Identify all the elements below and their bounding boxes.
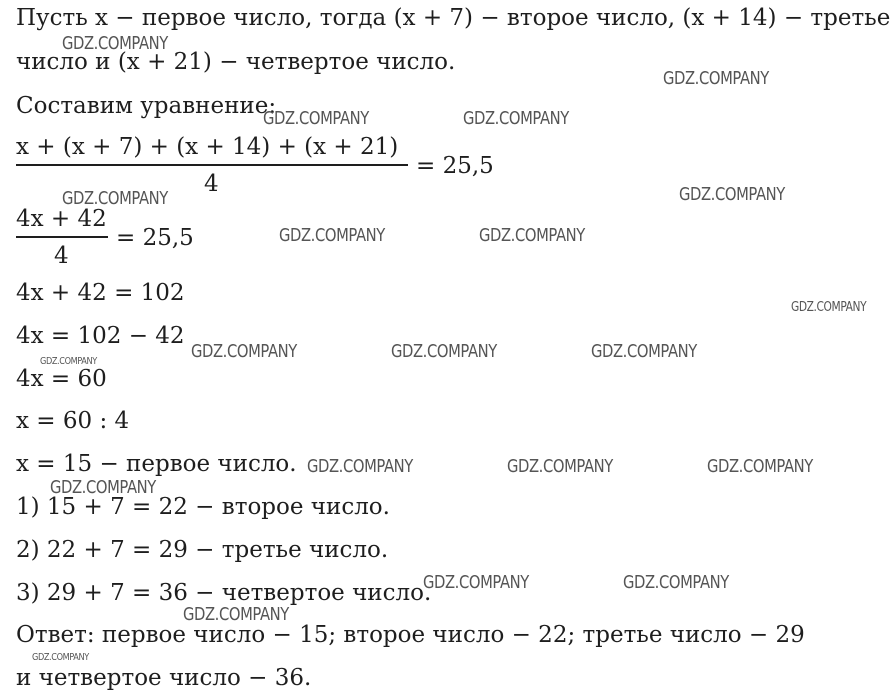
fraction-1-denominator: 4: [204, 171, 219, 197]
fraction-2-rhs: = 25,5: [116, 225, 194, 251]
intro-line-2: число и (x + 21) − четвертое число.: [16, 49, 456, 75]
watermark: GDZ.COMPANY: [307, 456, 413, 477]
watermark: GDZ.COMPANY: [62, 33, 168, 54]
equation-line-6: x = 60 : 4: [16, 408, 130, 434]
watermark: GDZ.COMPANY: [707, 456, 813, 477]
answer-line-1: Ответ: первое число − 15; второе число − 22; третье число − 29: [16, 622, 805, 648]
step-line-1: 1) 15 + 7 = 22 − второе число.: [16, 494, 390, 520]
compose-heading: Составим уравнение:: [16, 93, 277, 119]
watermark: GDZ.COMPANY: [479, 225, 585, 246]
watermark: GDZ.COMPANY: [191, 341, 297, 362]
fraction-2-numerator: 4x + 42: [16, 206, 107, 232]
answer-line-2: и четвертое число − 36.: [16, 665, 312, 691]
watermark: GDZ.COMPANY: [391, 341, 497, 362]
watermark: GDZ.COMPANY: [279, 225, 385, 246]
watermark: GDZ.COMPANY: [62, 188, 168, 209]
watermark: GDZ.COMPANY: [463, 108, 569, 129]
watermark: GDZ.COMPANY: [423, 572, 529, 593]
watermark: GDZ.COMPANY: [623, 572, 729, 593]
watermark: GDZ.COMPANY: [663, 68, 769, 89]
fraction-1-numerator: x + (x + 7) + (x + 14) + (x + 21): [16, 134, 399, 160]
step-line-2: 2) 22 + 7 = 29 − третье число.: [16, 537, 389, 563]
equation-line-7: x = 15 − первое число.: [16, 451, 297, 477]
equation-line-4: 4x = 102 − 42: [16, 323, 185, 349]
watermark: GDZ.COMPANY: [50, 477, 156, 498]
equation-line-3: 4x + 42 = 102: [16, 280, 185, 306]
watermark: GDZ.COMPANY: [263, 108, 369, 129]
intro-line-1: Пусть x − первое число, тогда (x + 7) − второе число, (x + 14) − третье: [16, 5, 891, 31]
watermark: GDZ.COMPANY: [507, 456, 613, 477]
fraction-2-denominator: 4: [54, 243, 69, 269]
fraction-1-rhs: = 25,5: [416, 153, 494, 179]
fraction-2-bar: [16, 236, 108, 238]
equation-line-5: 4x = 60: [16, 366, 107, 392]
watermark: GDZ.COMPANY: [40, 356, 97, 367]
watermark: GDZ.COMPANY: [679, 184, 785, 205]
watermark: GDZ.COMPANY: [591, 341, 697, 362]
watermark: GDZ.COMPANY: [32, 652, 89, 663]
fraction-1-bar: [16, 164, 408, 166]
watermark: GDZ.COMPANY: [791, 300, 867, 315]
step-line-3: 3) 29 + 7 = 36 − четвертое число.: [16, 580, 432, 606]
watermark: GDZ.COMPANY: [183, 604, 289, 625]
